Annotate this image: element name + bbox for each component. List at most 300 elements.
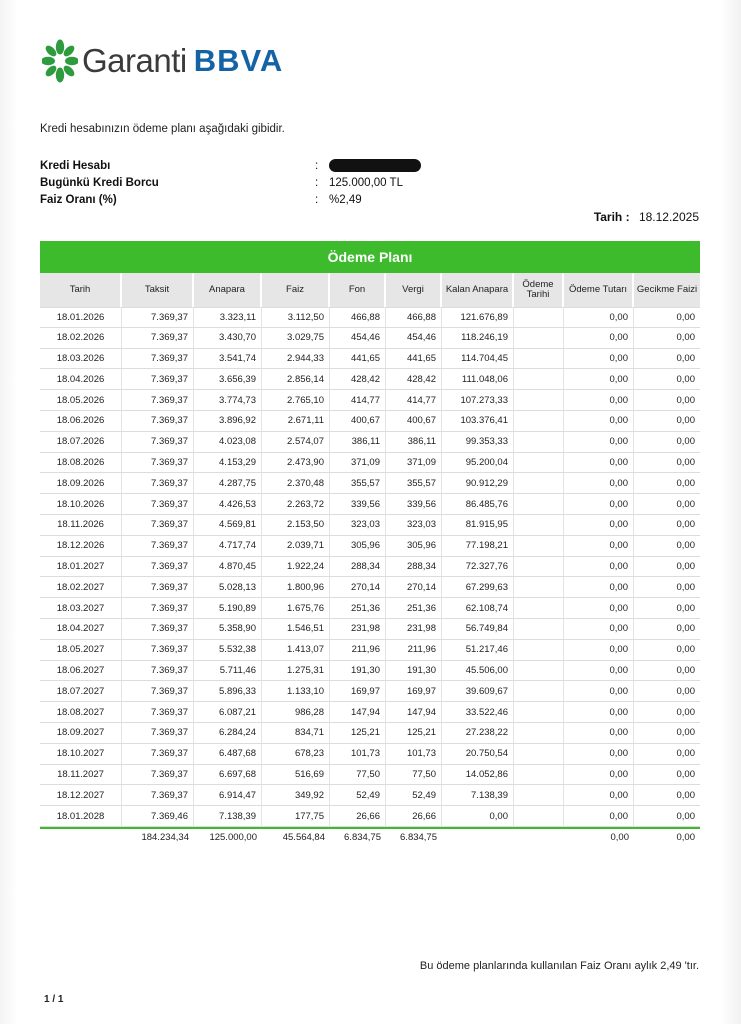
table-cell: 0,00 (564, 369, 634, 390)
table-cell: 3.430,70 (194, 328, 262, 349)
table-cell: 7.369,37 (122, 432, 194, 453)
table-cell: 7.369,37 (122, 349, 194, 370)
table-cell: 7.369,46 (122, 806, 194, 827)
total-cell (40, 827, 122, 847)
table-cell: 0,00 (564, 453, 634, 474)
table-cell: 7.369,37 (122, 494, 194, 515)
table-cell: 18.05.2026 (40, 390, 122, 411)
table-cell: 1.275,31 (262, 661, 330, 682)
table-cell: 107.273,33 (442, 390, 514, 411)
table-body (40, 307, 700, 827)
payment-plan-table (40, 273, 700, 847)
table-cell (514, 515, 564, 536)
table-cell: 114.704,45 (442, 349, 514, 370)
table-cell: 0,00 (634, 453, 700, 474)
table-cell: 18.07.2026 (40, 432, 122, 453)
column-header: Tarih (40, 273, 122, 307)
table-cell: 371,09 (330, 453, 386, 474)
table-cell (514, 536, 564, 557)
table-cell: 18.09.2026 (40, 473, 122, 494)
table-row (40, 328, 700, 349)
table-cell: 0,00 (634, 702, 700, 723)
table-cell: 3.774,73 (194, 390, 262, 411)
table-cell: 0,00 (634, 577, 700, 598)
table-cell (514, 349, 564, 370)
table-cell: 0,00 (564, 619, 634, 640)
date-value: 18.12.2025 (638, 210, 699, 224)
table-cell: 125,21 (330, 723, 386, 744)
table-row (40, 307, 700, 328)
table-cell: 62.108,74 (442, 598, 514, 619)
table-cell: 67.299,63 (442, 577, 514, 598)
table-cell (514, 661, 564, 682)
table-cell: 101,73 (386, 744, 442, 765)
table-row (40, 661, 700, 682)
table-cell: 441,65 (386, 349, 442, 370)
table-cell: 5.358,90 (194, 619, 262, 640)
table-cell: 5.896,33 (194, 681, 262, 702)
table-cell (514, 619, 564, 640)
table-cell (514, 785, 564, 806)
column-header: Gecikme Faizi (634, 273, 700, 307)
table-cell: 103.376,41 (442, 411, 514, 432)
table-cell: 355,57 (386, 473, 442, 494)
table-cell: 2.944,33 (262, 349, 330, 370)
table-cell: 0,00 (564, 806, 634, 827)
table-cell: 0,00 (634, 349, 700, 370)
table-cell: 355,57 (330, 473, 386, 494)
table-cell: 7.369,37 (122, 390, 194, 411)
table-cell: 0,00 (634, 765, 700, 786)
table-row (40, 598, 700, 619)
table-cell (514, 765, 564, 786)
table-cell: 0,00 (634, 557, 700, 578)
table-cell: 0,00 (564, 349, 634, 370)
table-cell: 6.914,47 (194, 785, 262, 806)
table-cell: 4.023,08 (194, 432, 262, 453)
table-cell: 26,66 (386, 806, 442, 827)
table-cell: 0,00 (634, 369, 700, 390)
table-cell (514, 702, 564, 723)
table-cell: 251,36 (386, 598, 442, 619)
table-cell: 72.327,76 (442, 557, 514, 578)
table-cell: 7.369,37 (122, 453, 194, 474)
table-cell: 454,46 (330, 328, 386, 349)
table-cell: 7.369,37 (122, 536, 194, 557)
column-header: Taksit (122, 273, 194, 307)
table-cell: 147,94 (330, 702, 386, 723)
table-cell: 288,34 (330, 557, 386, 578)
table-cell: 2.574,07 (262, 432, 330, 453)
table-cell: 7.369,37 (122, 640, 194, 661)
table-cell: 251,36 (330, 598, 386, 619)
table-cell (514, 557, 564, 578)
table-cell: 1.133,10 (262, 681, 330, 702)
table-cell: 90.912,29 (442, 473, 514, 494)
table-row (40, 515, 700, 536)
table-cell: 5.532,38 (194, 640, 262, 661)
column-header: Fon (330, 273, 386, 307)
info-label: Kredi Hesabı (40, 159, 111, 172)
table-cell: 0,00 (564, 390, 634, 411)
table-cell: 0,00 (564, 307, 634, 328)
table-cell (514, 577, 564, 598)
table-cell: 4.870,45 (194, 557, 262, 578)
table-cell: 169,97 (386, 681, 442, 702)
table-cell: 3.112,50 (262, 307, 330, 328)
table-cell: 466,88 (330, 307, 386, 328)
table-cell: 6.487,68 (194, 744, 262, 765)
table-cell: 6.284,24 (194, 723, 262, 744)
table-row (40, 536, 700, 557)
table-cell: 270,14 (386, 577, 442, 598)
table-cell (514, 806, 564, 827)
table-cell: 4.569,81 (194, 515, 262, 536)
table-row (40, 432, 700, 453)
column-header: Anapara (194, 273, 262, 307)
table-cell: 7.369,37 (122, 328, 194, 349)
table-cell: 0,00 (634, 432, 700, 453)
table-cell: 414,77 (330, 390, 386, 411)
table-cell: 349,92 (262, 785, 330, 806)
table-cell: 7.369,37 (122, 681, 194, 702)
column-header: Vergi (386, 273, 442, 307)
table-cell: 3.541,74 (194, 349, 262, 370)
table-cell: 231,98 (386, 619, 442, 640)
table-cell (514, 640, 564, 661)
table-row (40, 619, 700, 640)
table-row (40, 453, 700, 474)
table-cell: 0,00 (564, 765, 634, 786)
table-cell: 39.609,67 (442, 681, 514, 702)
table-cell: 18.02.2026 (40, 328, 122, 349)
table-cell: 77.198,21 (442, 536, 514, 557)
table-cell: 0,00 (634, 473, 700, 494)
table-cell (514, 598, 564, 619)
loan-info (40, 157, 421, 208)
table-cell: 18.09.2027 (40, 723, 122, 744)
table-cell: 7.369,37 (122, 369, 194, 390)
table-cell: 4.287,75 (194, 473, 262, 494)
table-cell: 77,50 (386, 765, 442, 786)
table-cell: 51.217,46 (442, 640, 514, 661)
table-cell (514, 494, 564, 515)
total-cell: 45.564,84 (262, 827, 330, 847)
total-cell (514, 827, 564, 847)
column-header: Kalan Anapara (442, 273, 514, 307)
table-cell: 466,88 (386, 307, 442, 328)
total-cell: 0,00 (564, 827, 634, 847)
table-row (40, 390, 700, 411)
table-cell: 125,21 (386, 723, 442, 744)
table-cell: 0,00 (564, 661, 634, 682)
table-cell: 7.369,37 (122, 411, 194, 432)
payment-plan-title: Ödeme Planı (40, 241, 700, 273)
table-cell: 7.369,37 (122, 744, 194, 765)
table-cell: 18.06.2026 (40, 411, 122, 432)
table-row (40, 557, 700, 578)
table-cell: 3.896,92 (194, 411, 262, 432)
table-cell: 6.697,68 (194, 765, 262, 786)
table-cell: 0,00 (634, 661, 700, 682)
total-cell (442, 827, 514, 847)
table-cell: 18.11.2026 (40, 515, 122, 536)
table-cell: 86.485,76 (442, 494, 514, 515)
table-cell: 18.10.2026 (40, 494, 122, 515)
table-cell: 386,11 (330, 432, 386, 453)
table-cell: 2.153,50 (262, 515, 330, 536)
table-cell: 95.200,04 (442, 453, 514, 474)
table-cell: 0,00 (634, 744, 700, 765)
table-cell: 4.153,29 (194, 453, 262, 474)
table-cell: 18.07.2027 (40, 681, 122, 702)
table-cell: 0,00 (634, 723, 700, 744)
table-cell (514, 369, 564, 390)
garanti-bbva-logo (42, 38, 283, 84)
table-cell: 339,56 (330, 494, 386, 515)
table-cell: 0,00 (564, 473, 634, 494)
table-cell: 7.138,39 (194, 806, 262, 827)
total-cell: 184.234,34 (122, 827, 194, 847)
table-cell: 7.369,37 (122, 515, 194, 536)
table-cell: 7.369,37 (122, 785, 194, 806)
table-header-row (40, 273, 700, 307)
table-row (40, 806, 700, 827)
table-cell: 7.369,37 (122, 577, 194, 598)
table-cell: 0,00 (564, 577, 634, 598)
table-cell (514, 432, 564, 453)
table-cell: 7.138,39 (442, 785, 514, 806)
clover-leaf-icon (42, 39, 78, 83)
table-cell: 20.750,54 (442, 744, 514, 765)
table-cell: 5.028,13 (194, 577, 262, 598)
table-cell: 1.546,51 (262, 619, 330, 640)
table-cell (514, 390, 564, 411)
table-cell: 1.413,07 (262, 640, 330, 661)
table-cell: 2.765,10 (262, 390, 330, 411)
column-header: Ödeme Tarihi (514, 273, 564, 307)
table-cell: 211,96 (386, 640, 442, 661)
table-cell: 191,30 (386, 661, 442, 682)
table-cell: 7.369,37 (122, 619, 194, 640)
info-row-rate (40, 191, 421, 208)
table-cell: 0,00 (564, 557, 634, 578)
total-cell: 6.834,75 (386, 827, 442, 847)
table-cell: 18.11.2027 (40, 765, 122, 786)
total-cell: 6.834,75 (330, 827, 386, 847)
table-cell (514, 681, 564, 702)
table-cell: 18.01.2028 (40, 806, 122, 827)
table-cell: 5.711,46 (194, 661, 262, 682)
table-cell: 678,23 (262, 744, 330, 765)
table-cell: 81.915,95 (442, 515, 514, 536)
table-cell: 18.12.2027 (40, 785, 122, 806)
table-row (40, 369, 700, 390)
table-cell: 0,00 (564, 328, 634, 349)
table-cell: 386,11 (386, 432, 442, 453)
masked-account-number (329, 159, 421, 172)
table-row (40, 702, 700, 723)
info-row-account (40, 157, 421, 174)
table-cell: 7.369,37 (122, 598, 194, 619)
table-cell: 147,94 (386, 702, 442, 723)
table-cell: 18.03.2027 (40, 598, 122, 619)
info-value: %2,49 (329, 193, 362, 206)
logo-text-bbva: BBVA (193, 43, 284, 78)
table-cell: 1.800,96 (262, 577, 330, 598)
table-cell: 288,34 (386, 557, 442, 578)
table-cell: 169,97 (330, 681, 386, 702)
table-cell: 0,00 (634, 619, 700, 640)
table-cell: 191,30 (330, 661, 386, 682)
total-cell: 0,00 (634, 827, 700, 847)
table-cell: 0,00 (564, 702, 634, 723)
table-cell: 177,75 (262, 806, 330, 827)
table-cell: 339,56 (386, 494, 442, 515)
table-cell: 18.05.2027 (40, 640, 122, 661)
table-cell: 414,77 (386, 390, 442, 411)
column-header: Ödeme Tutarı (564, 273, 634, 307)
table-cell: 6.087,21 (194, 702, 262, 723)
table-row (40, 681, 700, 702)
table-cell: 0,00 (564, 785, 634, 806)
table-cell: 428,42 (330, 369, 386, 390)
table-cell: 18.04.2027 (40, 619, 122, 640)
logo-text-garanti: Garanti (82, 42, 187, 79)
info-colon: : (315, 193, 319, 206)
payment-plan (40, 241, 700, 847)
table-cell: 0,00 (634, 806, 700, 827)
table-cell: 18.04.2026 (40, 369, 122, 390)
table-cell: 4.717,74 (194, 536, 262, 557)
table-cell: 0,00 (564, 598, 634, 619)
table-row (40, 785, 700, 806)
table-cell: 400,67 (330, 411, 386, 432)
table-cell: 7.369,37 (122, 307, 194, 328)
table-cell: 0,00 (564, 723, 634, 744)
table-cell: 2.370,48 (262, 473, 330, 494)
table-cell: 52,49 (386, 785, 442, 806)
table-cell: 26,66 (330, 806, 386, 827)
table-cell: 27.238,22 (442, 723, 514, 744)
document-date (594, 210, 699, 224)
table-cell: 7.369,37 (122, 702, 194, 723)
totals-row (40, 827, 700, 847)
table-cell: 0,00 (634, 328, 700, 349)
table-cell: 0,00 (634, 411, 700, 432)
info-value: 125.000,00 TL (329, 176, 403, 189)
table-cell: 2.473,90 (262, 453, 330, 474)
table-cell (514, 473, 564, 494)
info-label: Faiz Oranı (%) (40, 193, 117, 206)
table-cell: 7.369,37 (122, 723, 194, 744)
table-row (40, 723, 700, 744)
date-label: Tarih : (593, 210, 630, 224)
table-cell: 231,98 (330, 619, 386, 640)
table-row (40, 744, 700, 765)
table-cell: 18.01.2027 (40, 557, 122, 578)
table-cell: 5.190,89 (194, 598, 262, 619)
table-cell: 2.039,71 (262, 536, 330, 557)
table-cell: 52,49 (330, 785, 386, 806)
table-cell: 99.353,33 (442, 432, 514, 453)
table-cell: 7.369,37 (122, 557, 194, 578)
table-cell (514, 453, 564, 474)
table-cell: 305,96 (330, 536, 386, 557)
table-cell (514, 411, 564, 432)
table-cell: 0,00 (564, 432, 634, 453)
table-cell: 4.426,53 (194, 494, 262, 515)
table-cell: 211,96 (330, 640, 386, 661)
table-cell: 33.522,46 (442, 702, 514, 723)
table-cell (514, 723, 564, 744)
table-row (40, 411, 700, 432)
table-cell: 18.08.2027 (40, 702, 122, 723)
table-cell: 118.246,19 (442, 328, 514, 349)
table-cell: 14.052,86 (442, 765, 514, 786)
table-cell: 3.029,75 (262, 328, 330, 349)
redaction-mark (329, 159, 421, 172)
table-cell: 111.048,06 (442, 369, 514, 390)
table-cell: 0,00 (634, 785, 700, 806)
table-cell: 1.922,24 (262, 557, 330, 578)
table-cell: 400,67 (386, 411, 442, 432)
table-cell: 0,00 (564, 411, 634, 432)
table-cell: 18.01.2026 (40, 307, 122, 328)
intro-text: Kredi hesabınızın ödeme planı aşağıdaki gibidir. (40, 123, 285, 135)
table-cell: 45.506,00 (442, 661, 514, 682)
table-cell: 0,00 (634, 681, 700, 702)
table-cell: 0,00 (634, 640, 700, 661)
table-cell: 0,00 (564, 515, 634, 536)
column-header: Faiz (262, 273, 330, 307)
table-cell: 7.369,37 (122, 473, 194, 494)
table-cell: 18.03.2026 (40, 349, 122, 370)
table-cell: 516,69 (262, 765, 330, 786)
table-cell: 0,00 (564, 640, 634, 661)
table-cell (514, 307, 564, 328)
table-cell: 441,65 (330, 349, 386, 370)
table-row (40, 765, 700, 786)
table-cell: 454,46 (386, 328, 442, 349)
table-cell: 18.02.2027 (40, 577, 122, 598)
info-colon: : (315, 176, 319, 189)
table-cell: 0,00 (634, 390, 700, 411)
table-cell: 7.369,37 (122, 765, 194, 786)
table-row (40, 494, 700, 515)
table-cell: 2.671,11 (262, 411, 330, 432)
table-cell: 428,42 (386, 369, 442, 390)
table-cell: 18.08.2026 (40, 453, 122, 474)
total-cell: 125.000,00 (194, 827, 262, 847)
table-cell: 0,00 (442, 806, 514, 827)
table-cell: 0,00 (634, 307, 700, 328)
table-cell: 18.10.2027 (40, 744, 122, 765)
table-row (40, 640, 700, 661)
table-cell: 77,50 (330, 765, 386, 786)
info-colon: : (315, 159, 319, 172)
table-cell: 323,03 (330, 515, 386, 536)
footer-note: Bu ödeme planlarında kullanılan Faiz Oranı aylık 2,49 'tır. (419, 960, 699, 972)
table-cell: 2.856,14 (262, 369, 330, 390)
table-cell (514, 328, 564, 349)
table-row (40, 577, 700, 598)
table-cell: 0,00 (634, 598, 700, 619)
table-cell: 0,00 (564, 494, 634, 515)
table-cell: 18.12.2026 (40, 536, 122, 557)
table-cell: 2.263,72 (262, 494, 330, 515)
table-cell: 3.323,11 (194, 307, 262, 328)
